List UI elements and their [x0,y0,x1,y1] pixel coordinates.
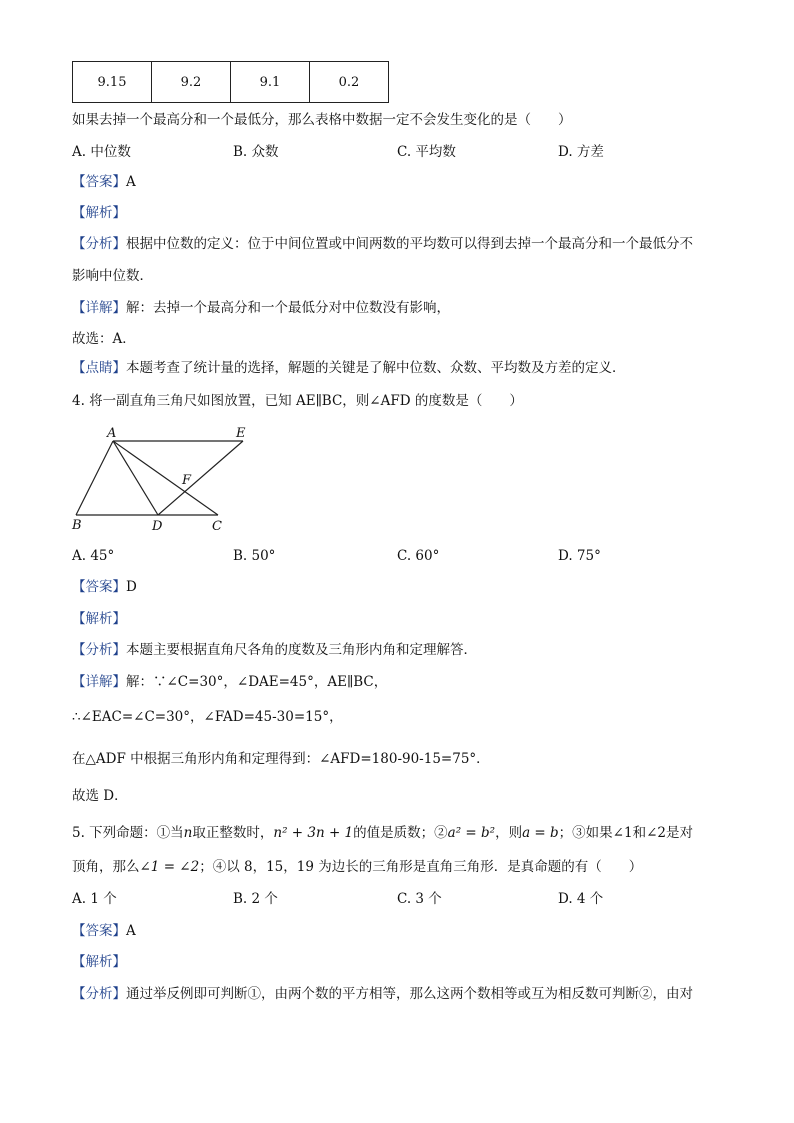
q4-stem: 4. 将一副直角三角尺如图放置，已知 AE∥BC，则∠AFD 的度数是（ ） [72,393,523,409]
q3-xiangjie [72,298,450,318]
q3-jiexi-tag: 【解析】 [72,205,126,221]
label-a: A [107,426,117,441]
xiangjie-text: 解：∵∠C=30°，∠DAE=45°，AE∥BC， [126,674,388,690]
q4-answer [72,577,137,597]
math-expr: a² = b² [447,825,496,841]
dianjing-tag: 【点睛】 [72,360,126,376]
label-e: E [236,426,246,441]
triangle-figure [64,420,264,535]
xiangjie-text: 解：去掉一个最高分和一个最低分对中位数没有影响， [126,300,450,316]
q5-text: 的值是质数；② [353,825,448,841]
q4-fenxi [72,640,477,660]
q5-text: 取正整数时， [192,825,274,841]
q3-option-a: A. 中位数 [72,144,131,160]
q4-step-2: ∴∠EAC=∠C=30°，∠FAD=45-30=15°， [72,709,343,725]
label-b: B [72,518,82,533]
q3-dianjing [72,358,626,378]
q4-guxuan: 故选 D． [72,788,128,804]
segment-de [158,441,243,515]
q3-guxuan: 故选：A． [72,331,136,347]
q4-option-c: C. 60° [397,548,440,564]
q3-option-c: C. 平均数 [397,144,456,160]
q4-option-a: A. 45° [72,548,115,564]
q5-text: ；④以 8，15，19 为边长的三角形是直角三角形．是真命题的有（ ） [199,859,643,875]
dianjing-text: 本题考查了统计量的选择，解题的关键是了解中位数、众数、平均数及方差的定义． [126,360,626,376]
segment-ab [76,441,113,515]
q4-step-3: 在△ADF 中根据三角形内角和定理得到：∠AFD=180-90-15=75°． [72,751,490,767]
q3-option-d: D. 方差 [558,144,604,160]
answer-value: A [126,174,136,190]
fenxi-text: 根据中位数的定义：位于中间位置或中间两数的平均数可以得到去掉一个最高分和一个最低分不 [126,236,693,252]
fenxi-text: 本题主要根据直角尺各角的度数及三角形内角和定理解答． [126,642,477,658]
math-expr: ∠1 = ∠2 [139,859,200,875]
q4-option-d: D. 75° [558,548,601,564]
fenxi-tag: 【分析】 [72,236,126,252]
segment-ad [113,441,158,515]
q3-answer [72,172,136,192]
q5-fenxi [72,984,693,1004]
fenxi-text: 通过举反例即可判断①，由两个数的平方相等，那么这两个数相等或互为相反数可判断②，由对 [126,986,693,1002]
table-cell: 9.2 [152,62,231,103]
q5-text: 5. 下列命题：①当 [72,825,184,841]
q4-option-b: B. 50° [233,548,276,564]
q5-option-c: C. 3 个 [397,891,442,907]
segment-ac [113,441,218,515]
q3-fenxi-cont: 影响中位数． [72,268,153,284]
q5-option-a: A. 1 个 [72,891,117,907]
score-table [72,61,389,103]
table-row [73,62,389,103]
q5-text: 顶角，那么 [72,859,140,875]
q3-option-b: B. 众数 [233,144,279,160]
fenxi-tag: 【分析】 [72,986,126,1002]
math-var: n [183,825,193,841]
q3-stem: 如果去掉一个最高分和一个最低分，那么表格中数据一定不会发生变化的是（ ） [72,112,572,128]
answer-tag: 【答案】 [72,923,126,939]
answer-tag: 【答案】 [72,174,126,190]
label-c: C [212,519,222,534]
table-cell: 9.1 [231,62,310,103]
q5-answer [72,921,136,941]
answer-tag: 【答案】 [72,579,126,595]
fenxi-tag: 【分析】 [72,642,126,658]
q4-xiangjie [72,672,387,692]
q5-option-d: D. 4 个 [558,891,604,907]
table-cell: 9.15 [73,62,152,103]
label-d: D [152,519,163,534]
q5-text: ；③如果∠1和∠2是对 [558,825,693,841]
q4-jiexi-tag: 【解析】 [72,611,126,627]
math-expr: n² + 3n + 1 [273,825,354,841]
answer-value: A [126,923,136,939]
answer-value: D [126,579,137,595]
table-cell: 0.2 [310,62,389,103]
xiangjie-tag: 【详解】 [72,674,126,690]
q5-stem-line-2 [72,857,642,877]
q5-jiexi-tag: 【解析】 [72,954,126,970]
math-expr: a = b [522,825,559,841]
label-f: F [182,473,192,488]
q5-option-b: B. 2 个 [233,891,278,907]
xiangjie-tag: 【详解】 [72,300,126,316]
q3-fenxi [72,234,693,254]
q5-text: ，则 [495,825,523,841]
q5-stem-line-1 [72,823,693,843]
